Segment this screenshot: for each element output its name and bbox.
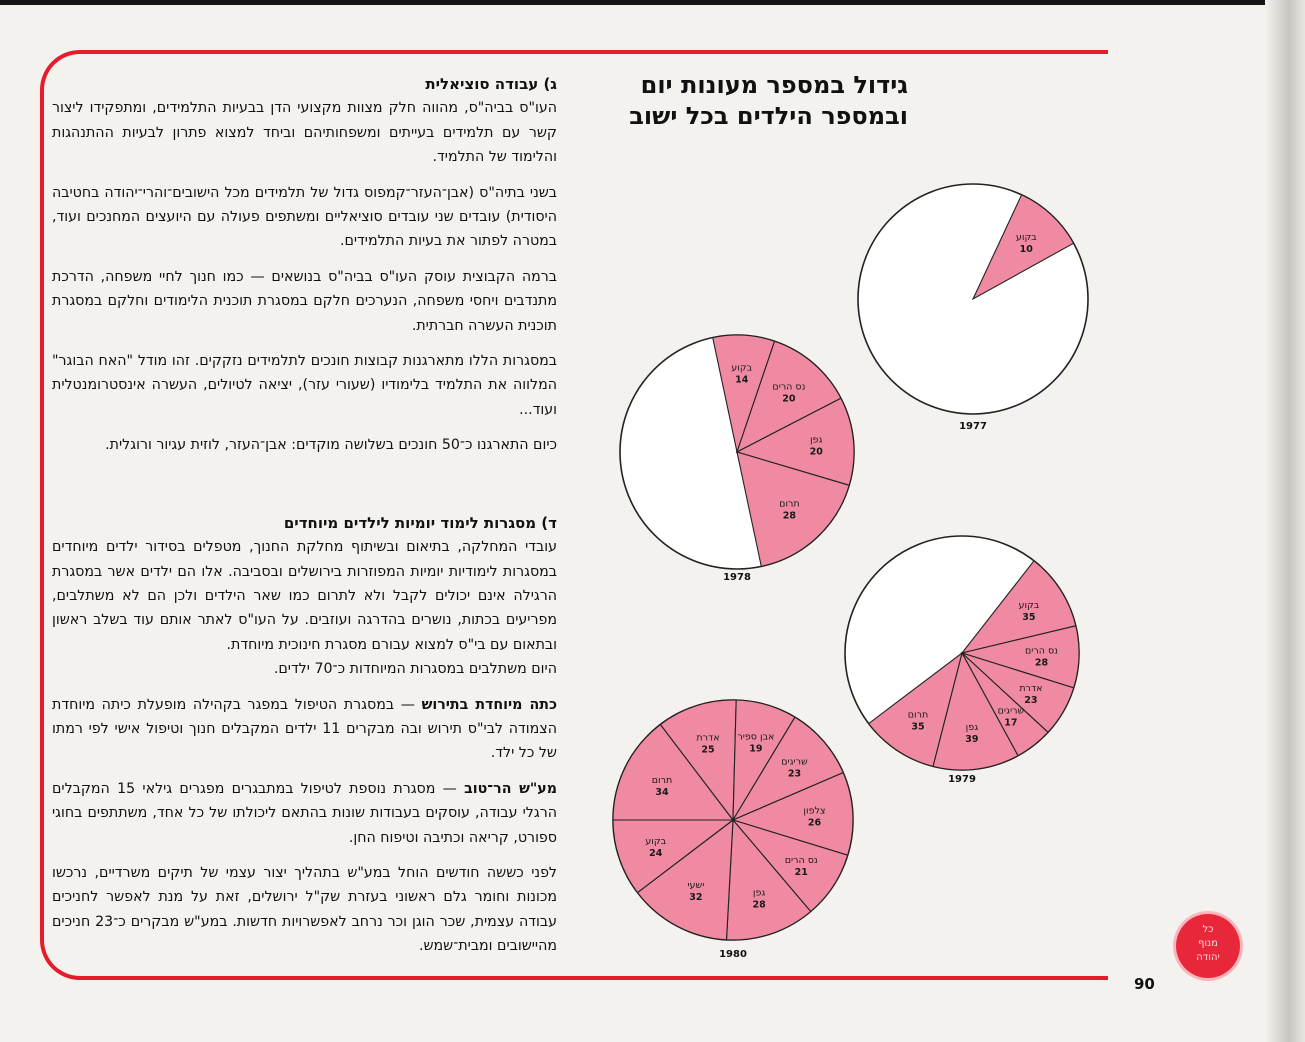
- workshop-title: מע"ש הר־טוב: [464, 780, 558, 797]
- slice-value: 20: [782, 393, 796, 405]
- section-g-paragraph-3: ברמה הקבוצית עוסק העו"ס בביה"ס בנושאים — כמו חנוך לחיי משפחה, הדרכת מתנדבים ויחסי משפחה, הנערכים חלקם במסגרת תוכנית הלימודים וחלקם במסגרת תוכנית העשרה חברתית.: [52, 268, 557, 334]
- special-class-paragraph: [52, 693, 557, 766]
- publisher-logo: [1176, 914, 1240, 978]
- special-class-title: כתה מיוחדת בתירוש: [421, 696, 557, 713]
- slice-value: 14: [735, 374, 749, 386]
- chart-title-line-2: ובמספר הילדים בכל ישוב: [629, 102, 908, 130]
- logo-text-1: כל: [1202, 924, 1214, 935]
- slice-label: בקוע: [1018, 600, 1040, 611]
- binding-edge: [1265, 0, 1305, 1042]
- slice-label: תרום: [907, 709, 929, 721]
- section-d-paragraph-2: היום משתלבים במסגרות המיוחדות כ־70 ילדים.: [273, 661, 557, 678]
- slice-label: נס הרים: [772, 381, 806, 393]
- slice-label: תרום: [651, 774, 673, 786]
- slice-value: 17: [1004, 717, 1018, 729]
- pie-charts: [590, 180, 1110, 970]
- pie-year-label: 1980: [719, 949, 747, 960]
- slice-label: ישעי: [687, 880, 705, 891]
- chart-title-line-1: גידול במספר מעונות יום: [640, 71, 908, 99]
- slice-label: אדרת: [1019, 682, 1043, 694]
- slice-value: 35: [911, 721, 925, 733]
- slice-label: נס הרים: [1025, 645, 1058, 657]
- section-g-paragraph-4: במסגרות הללו מתארגנות קבוצות חונכים לתלמידים נזקקים. זהו מודל "האח הבוגר" המלווה את התלמיד בלימודיו (שעורי עזר), יציאה לטיולים, העשרה אינסטרומנטלית ועוד...: [52, 353, 557, 418]
- pie-chart-1979: [845, 536, 1079, 785]
- slice-value: 19: [749, 743, 763, 755]
- slice-label: גפן: [965, 721, 979, 733]
- chart-title: [588, 70, 908, 132]
- slice-value: 34: [655, 786, 669, 798]
- section-d-paragraph-1: עובדי המחלקה, בתיאום ובשיתוף מחלקת החנוך, מטפלים בסידור ילדים מיוחדים במסגרות לימודיות יומיות המפוזרות בירושלים ובסביבה. אלו הם ילדים אשר במסגרת הרגילה אינם יכולים לקבל ולא לתרום כמו שאר הילדים ולכן הם לא משתלבים, מפריעים בכתות, נושרים בהדרגה ועוזבים. על העו"ס לאתר אותם עוד בשלב ראשון ובתאום עם בי"ס למצוא עבורם מסגרת חינוכית מיוחדת.: [52, 539, 557, 653]
- slice-label: צלפון: [803, 805, 826, 817]
- slice-value: 28: [752, 899, 766, 911]
- slice-label: בקוע: [645, 836, 667, 848]
- section-g-heading: ג) עבודה סוציאלית: [425, 75, 557, 93]
- pie-year-label: 1977: [959, 421, 987, 432]
- slice-label: גפן: [809, 434, 823, 446]
- section-d-heading: ד) מסגרות לימוד יומיות לילדים מיוחדים: [283, 513, 557, 532]
- workshop-text: — מסגרת נוספת לטיפול במתבגרים מפגרים גילאי 15 המקבלים הרגלי עבודה, עוסקים בעבודות שונות בהתאם ליכולתו של כל אחד, משתתפים בחוגי ספורט, קריאה וכתיבה וטיפוח החן.: [52, 780, 557, 846]
- slice-label: בקוע: [1015, 231, 1037, 243]
- logo-text-2: מנוף: [1198, 938, 1218, 949]
- workshop-paragraph: [52, 777, 557, 850]
- slice-value: 35: [1022, 612, 1036, 623]
- slice-value: 28: [1034, 657, 1049, 669]
- slice-value: 10: [1019, 243, 1033, 255]
- last-paragraph: לפני כששה חודשים הוחל במע"ש בתהליך יצור עצמי של תיקים משרדיים, נרכשו מכונות וחומר גלם ראשוני בעזרת שק"ל ירושלים, זאת על מנת לאפשר לחניכים עבודה עצמית, שכר הוגן וכר נרחב לאפשרויות חדשות. במע"ש מבקרים כ־23 חניכים מהיישובים ומבית־שמש.: [52, 864, 557, 955]
- pie-year-label: 1979: [948, 774, 976, 785]
- section-g-paragraph-2: בשני בתיה"ס (אבן־העזר־קמפוס גדול של תלמידים מכל הישובים־והרי־יהודה בחטיבה היסודית) עובדים שני עובדים סוציאליים ומשתפים פעולה עם היועצים המחנכים ועוד, במטרה לפתור את בעיות התלמידים.: [52, 184, 557, 250]
- slice-value: 20: [809, 446, 823, 458]
- section-g-paragraph-1: העו"ס בביה"ס, מהווה חלק מצוות מקצועי הדן בבעיות התלמידים, ומתפקידו ליצור קשר עם תלמידים בעייתים ומשפחותיהם וביחד למצוא פתרון לבעיות ההתנהגות והלימוד של התלמיד.: [52, 100, 557, 166]
- top-edge: [0, 0, 1305, 5]
- slice-value: 39: [965, 733, 979, 745]
- page-number: 90: [1134, 975, 1155, 993]
- slice-value: 28: [782, 510, 797, 522]
- slice-label: נס הרים: [784, 854, 818, 866]
- pie-chart-1980: [613, 700, 853, 960]
- text-column: [52, 72, 557, 970]
- slice-value: 32: [689, 892, 703, 903]
- slice-value: 23: [787, 768, 802, 780]
- slice-label: שריגים: [781, 756, 808, 768]
- slice-label: אדרת: [696, 732, 720, 744]
- pie-chart-1978: [620, 335, 854, 583]
- logo-text-3: יהודה: [1196, 952, 1220, 963]
- special-class-text: — במסגרת הטיפול במפגר בקהילה מופעלת כיתה מיוחדת הצמודה לבי"ס תירוש ובה מבקרים 11 ילדים המקבלים חנוך וטיפול אישי לפי רמתו של כל ילד.: [52, 696, 557, 762]
- slice-label: שריגים: [997, 705, 1025, 717]
- slice-value: 23: [1024, 694, 1038, 706]
- slice-label: אבן ספיר: [737, 731, 775, 743]
- slice-label: גפן: [752, 887, 766, 899]
- section-g-paragraph-5: כיום התארגנו כ־50 חונכים בשלושה מוקדים: אבן־העזר, לוזית עגיור ורוגלית.: [105, 437, 557, 454]
- pie-chart-1977: [858, 184, 1088, 432]
- slice-value: 26: [807, 817, 822, 829]
- slice-value: 25: [701, 744, 715, 756]
- slice-label: בקוע: [731, 362, 753, 374]
- slice-label: תרום: [779, 498, 800, 510]
- slice-value: 24: [649, 848, 663, 860]
- section-gap: [52, 469, 557, 511]
- pie-year-label: 1978: [723, 572, 751, 583]
- slice-value: 21: [794, 866, 808, 878]
